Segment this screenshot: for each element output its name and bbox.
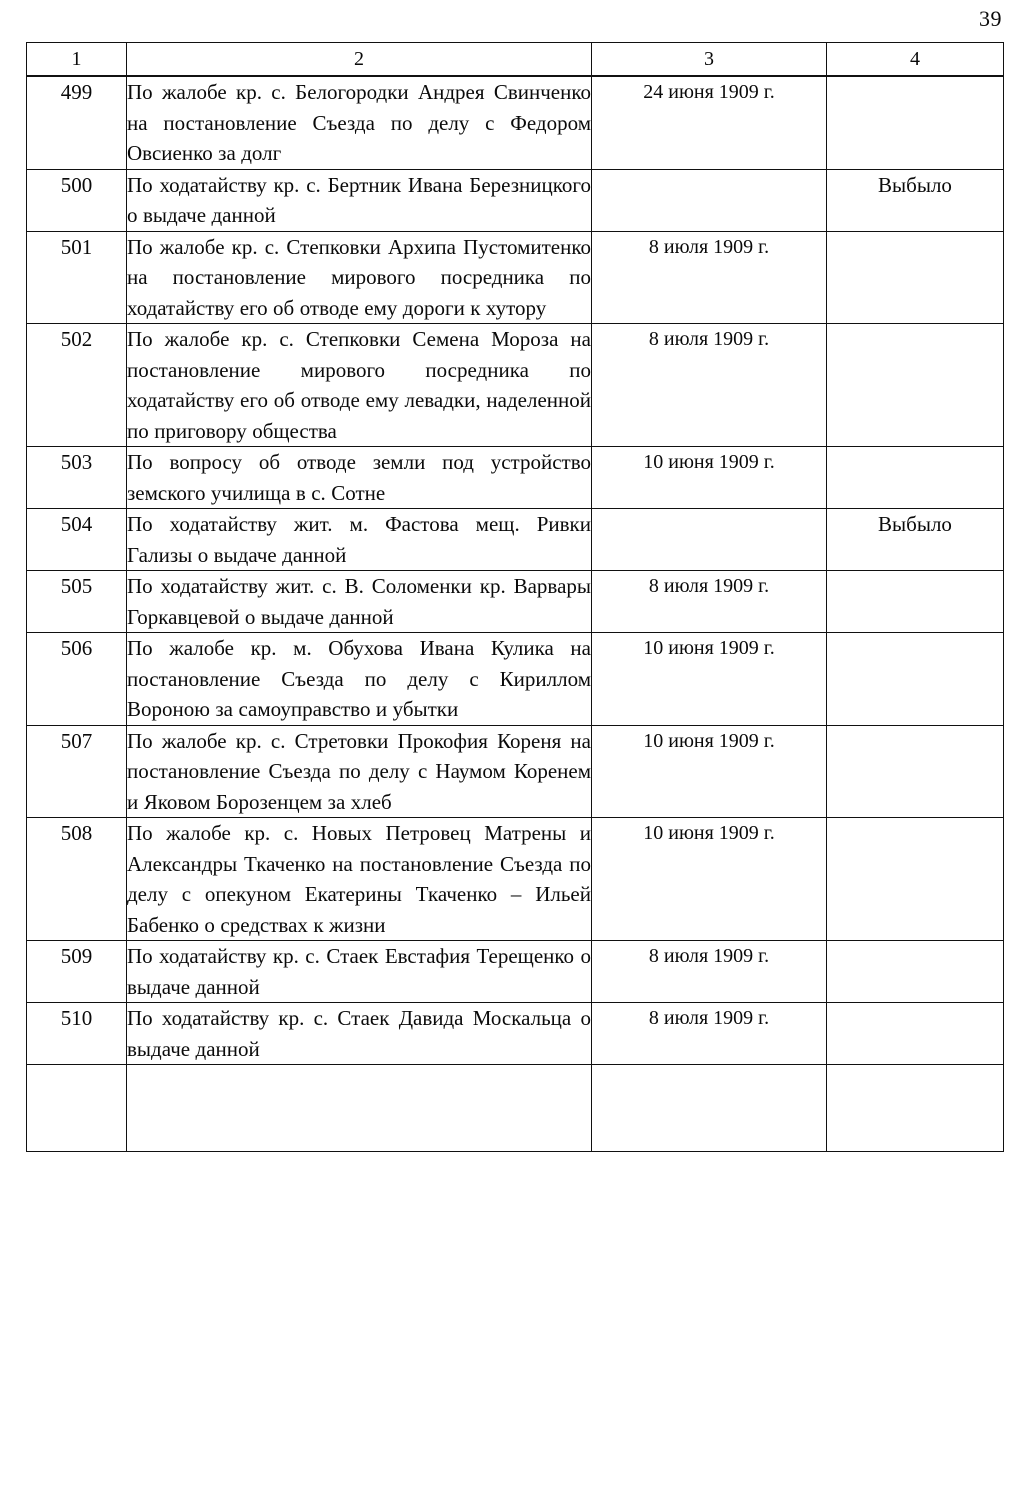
row-description: По жалобе кр. с. Белогородки Андрея Свинченко на постановление Съезда по делу с Федором Овсиенко за долг	[127, 76, 592, 169]
row-description: По вопросу об отводе земли под устройство земского училища в с. Сотне	[127, 447, 592, 509]
row-note	[827, 725, 1004, 818]
row-description: По жалобе кр. м. Обухова Ивана Кулика на постановление Съезда по делу с Кириллом Вороною за самоуправство и убытки	[127, 633, 592, 726]
row-date: 8 июля 1909 г.	[592, 941, 827, 1003]
table-row	[27, 169, 1004, 231]
table-row	[27, 231, 1004, 324]
table-row	[27, 725, 1004, 818]
row-note: Выбыло	[827, 169, 1004, 231]
row-note	[827, 324, 1004, 447]
tail-cell-4	[827, 1065, 1004, 1152]
row-description: По ходатайству жит. с. В. Соломенки кр. Варвары Горкавцевой о выдаче данной	[127, 571, 592, 633]
row-description: По жалобе кр. с. Новых Петровец Матрены и Александры Ткаченко на постановление Съезда по делу с опекуном Екатерины Ткаченко – Ильей Бабенко о средствах к жизни	[127, 818, 592, 941]
row-number: 510	[27, 1003, 127, 1065]
tail-cell-1	[27, 1065, 127, 1152]
column-header-3: 3	[592, 43, 827, 77]
row-description: По ходатайству кр. с. Бертник Ивана Березницкого о выдаче данной	[127, 169, 592, 231]
row-description: По ходатайству кр. с. Стаек Евстафия Терещенко о выдаче данной	[127, 941, 592, 1003]
row-note	[827, 231, 1004, 324]
table-row	[27, 818, 1004, 941]
row-description: По ходатайству жит. м. Фастова мещ. Ривки Гализы о выдаче данной	[127, 509, 592, 571]
row-date: 8 июля 1909 г.	[592, 231, 827, 324]
row-number: 504	[27, 509, 127, 571]
table-row	[27, 447, 1004, 509]
row-number: 503	[27, 447, 127, 509]
row-note	[827, 818, 1004, 941]
row-date: 8 июля 1909 г.	[592, 1003, 827, 1065]
table-header-row	[27, 43, 1004, 77]
row-date: 10 июня 1909 г.	[592, 633, 827, 726]
row-number: 505	[27, 571, 127, 633]
table-row	[27, 76, 1004, 169]
page-number: 39	[979, 6, 1002, 31]
row-note	[827, 941, 1004, 1003]
row-date	[592, 509, 827, 571]
table-row	[27, 633, 1004, 726]
tail-cell-2	[127, 1065, 592, 1152]
table-body	[27, 76, 1004, 1152]
row-date: 8 июля 1909 г.	[592, 324, 827, 447]
table-tail-row	[27, 1065, 1004, 1152]
column-header-1: 1	[27, 43, 127, 77]
row-note: Выбыло	[827, 509, 1004, 571]
row-description: По жалобе кр. с. Стретовки Прокофия Кореня на постановление Съезда по делу с Наумом Коренем и Яковом Борозенцем за хлеб	[127, 725, 592, 818]
row-note	[827, 447, 1004, 509]
row-date: 10 июня 1909 г.	[592, 818, 827, 941]
row-date	[592, 169, 827, 231]
tail-cell-3	[592, 1065, 827, 1152]
row-number: 501	[27, 231, 127, 324]
row-date: 24 июня 1909 г.	[592, 76, 827, 169]
row-number: 509	[27, 941, 127, 1003]
row-number: 502	[27, 324, 127, 447]
column-header-4: 4	[827, 43, 1004, 77]
row-number: 499	[27, 76, 127, 169]
row-number: 507	[27, 725, 127, 818]
table-row	[27, 571, 1004, 633]
row-description: По жалобе кр. с. Степковки Архипа Пустомитенко на постановление мирового посредника по ходатайству его об отводе ему дороги к хутору	[127, 231, 592, 324]
row-description: По жалобе кр. с. Степковки Семена Мороза на постановление мирового посредника по ходатайству его об отводе ему левадки, наделенной по приговору общества	[127, 324, 592, 447]
row-number: 508	[27, 818, 127, 941]
table-row	[27, 324, 1004, 447]
row-note	[827, 571, 1004, 633]
row-description: По ходатайству кр. с. Стаек Давида Москальца о выдаче данной	[127, 1003, 592, 1065]
table-row	[27, 941, 1004, 1003]
row-number: 500	[27, 169, 127, 231]
row-note	[827, 76, 1004, 169]
row-number: 506	[27, 633, 127, 726]
row-note	[827, 1003, 1004, 1065]
table-row	[27, 509, 1004, 571]
register-table	[26, 42, 1004, 1152]
column-header-2: 2	[127, 43, 592, 77]
row-date: 10 июня 1909 г.	[592, 447, 827, 509]
table-row	[27, 1003, 1004, 1065]
row-date: 8 июля 1909 г.	[592, 571, 827, 633]
row-date: 10 июня 1909 г.	[592, 725, 827, 818]
row-note	[827, 633, 1004, 726]
